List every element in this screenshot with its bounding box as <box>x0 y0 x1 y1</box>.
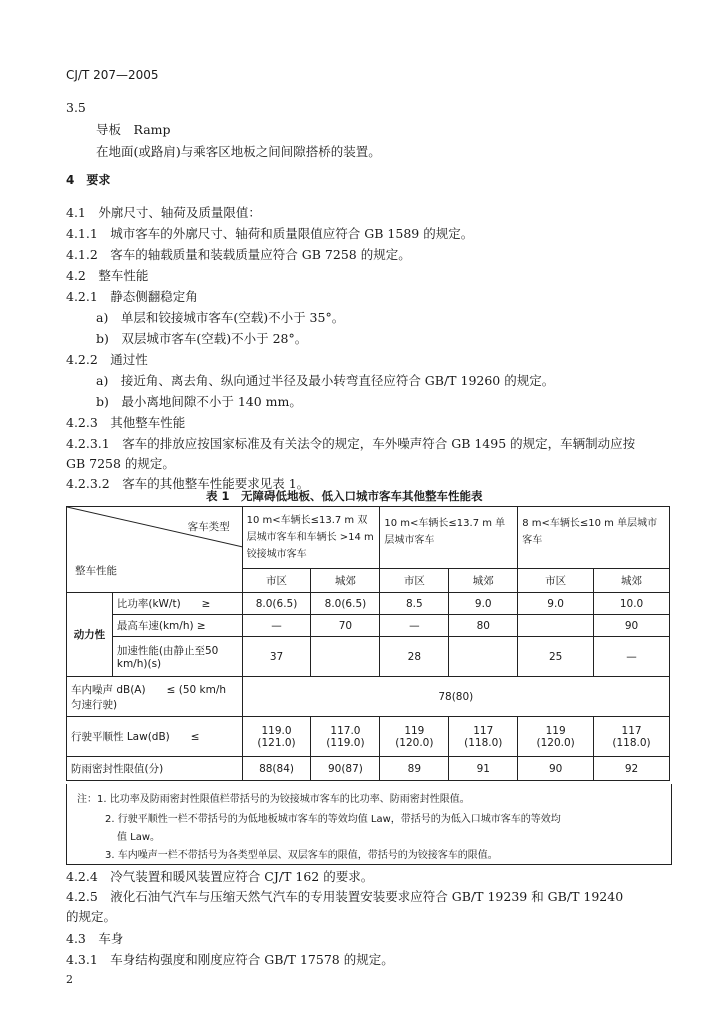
cell-seal: 92 <box>594 757 670 781</box>
smoothness-bottom: (120.0) <box>536 736 575 749</box>
cell-power-ratio: 9.0 <box>449 593 518 615</box>
row-label-acceleration: 加速性能(由静止至50 km/h)(s) <box>112 637 242 677</box>
cell-seal: 88(84) <box>242 757 311 781</box>
item-4-2-1-a: a) 单层和铰接城市客车(空载)不小于 35°。 <box>96 310 345 325</box>
cell-smoothness <box>311 717 380 757</box>
cell-smoothness <box>594 717 670 757</box>
cell-max-speed: — <box>380 615 449 637</box>
section-4-3-1: 4.3.1 车身结构强度和刚度应符合 GB/T 17578 的规定。 <box>66 952 394 967</box>
smoothness-top: 119.0 <box>261 724 292 737</box>
section-4-2-3-1-line2: GB 7258 的规定。 <box>66 456 175 471</box>
sub-header-suburb: 城郊 <box>594 569 670 593</box>
section-4-2-5-line2: 的规定。 <box>66 909 117 924</box>
smoothness-bottom: (120.0) <box>395 736 434 749</box>
cell-seal: 90(87) <box>311 757 380 781</box>
sub-header-city: 市区 <box>242 569 311 593</box>
section-4-2-1: 4.2.1 静态侧翻稳定角 <box>66 289 198 304</box>
section-4-2-2: 4.2.2 通过性 <box>66 352 148 367</box>
cell-acceleration <box>449 637 518 677</box>
section-3-5: 3.5 <box>66 100 86 115</box>
row-label-max-speed: 最高车速(km/h) ≥ <box>112 615 242 637</box>
smoothness-top: 119 <box>404 724 425 737</box>
cell-power-ratio: 8.5 <box>380 593 449 615</box>
cell-acceleration: 37 <box>242 637 311 677</box>
smoothness-bottom: (118.0) <box>464 736 503 749</box>
note-2-line1: 2. 行驶平顺性一栏不带括号的为低地板城市客车的等效均值 Law，带括号的为低入口城市客车的等效均 <box>105 814 561 825</box>
cell-smoothness <box>449 717 518 757</box>
cell-max-speed: 70 <box>311 615 380 637</box>
cell-power-ratio: 9.0 <box>518 593 594 615</box>
cell-smoothness <box>518 717 594 757</box>
item-4-2-2-b: b) 最小离地间隙不小于 140 mm。 <box>96 394 302 409</box>
cell-acceleration <box>311 637 380 677</box>
row-label-noise: 车内噪声 dB(A) ≤ (50 km/h 匀速行驶) <box>67 677 243 717</box>
cell-acceleration: — <box>594 637 670 677</box>
smoothness-bottom: (121.0) <box>257 736 296 749</box>
section-4-2-3-2: 4.2.3.2 客车的其他整车性能要求见表 1。 <box>66 476 310 491</box>
cell-power-ratio: 8.0(6.5) <box>311 593 380 615</box>
sub-header-city: 市区 <box>518 569 594 593</box>
row-label-power-ratio: 比功率(kW/t) ≥ <box>112 593 242 615</box>
cell-seal: 90 <box>518 757 594 781</box>
item-4-2-2-a: a) 接近角、离去角、纵向通过半径及最小转弯直径应符合 GB/T 19260 的规定。 <box>96 373 555 388</box>
section-4-2: 4.2 整车性能 <box>66 268 149 283</box>
section-4-3: 4.3 车身 <box>66 931 124 946</box>
note-1: 注：1. 比功率及防雨密封性限值栏带括号的为铰接城市客车的比功率、防雨密封性限值。 <box>77 794 470 805</box>
section-4-2-3: 4.2.3 其他整车性能 <box>66 415 186 430</box>
smoothness-bottom: (119.0) <box>326 736 365 749</box>
smoothness-top: 117 <box>473 724 494 737</box>
group-power: 动力性 <box>67 593 113 677</box>
cell-max-speed: — <box>242 615 311 637</box>
header-performance: 整车性能 <box>75 565 117 577</box>
col-group-double-articulated: 10 m<车辆长≤13.7 m 双层城市客车和车辆长 >14 m 铰接城市客车 <box>242 507 380 569</box>
cell-max-speed <box>518 615 594 637</box>
row-label-seal: 防雨密封性限值(分) <box>67 757 243 781</box>
col-group-single-10-13: 10 m<车辆长≤13.7 m 单层城市客车 <box>380 507 518 569</box>
section-4-2-5-line1: 4.2.5 液化石油气汽车与压缩天然气汽车的专用装置安装要求应符合 GB/T 19239 和 GB/T 19240 <box>66 889 624 904</box>
col-group-single-8-10: 8 m<车辆长≤10 m 单层城市客车 <box>518 507 670 569</box>
section-4-1-2: 4.1.2 客车的轴载质量和装载质量应符合 GB 7258 的规定。 <box>66 247 411 262</box>
document-header: CJ/T 207—2005 <box>66 68 159 82</box>
section-4-1-1: 4.1.1 城市客车的外廓尺寸、轴荷和质量限值应符合 GB 1589 的规定。 <box>66 226 474 241</box>
smoothness-top: 117.0 <box>330 724 361 737</box>
smoothness-top: 117 <box>621 724 642 737</box>
cell-max-speed: 90 <box>594 615 670 637</box>
section-4-1: 4.1 外廓尺寸、轴荷及质量限值： <box>66 205 261 220</box>
section-4-2-4: 4.2.4 冷气装置和暖风装置应符合 CJ/T 162 的要求。 <box>66 869 374 884</box>
cell-acceleration: 25 <box>518 637 594 677</box>
section-4: 4 要求 <box>66 173 111 187</box>
cell-smoothness <box>242 717 311 757</box>
note-2-line2: 值 Law。 <box>117 832 161 843</box>
header-vehicle-type: 客车类型 <box>187 521 230 533</box>
cell-seal: 91 <box>449 757 518 781</box>
smoothness-top: 119 <box>545 724 566 737</box>
cell-power-ratio: 8.0(6.5) <box>242 593 311 615</box>
sub-header-suburb: 城郊 <box>311 569 380 593</box>
item-4-2-1-b: b) 双层城市客车(空载)不小于 28°。 <box>96 331 308 346</box>
row-label-smoothness: 行驶平顺性 Law(dB) ≤ <box>67 717 243 757</box>
page-number: 2 <box>66 973 73 986</box>
section-4-2-3-1-line1: 4.2.3.1 客车的排放应按国家标准及有关法令的规定，车外噪声符合 GB 1495 的规定，车辆制动应按 <box>66 436 636 451</box>
smoothness-bottom: (118.0) <box>612 736 651 749</box>
note-3: 3. 车内噪声一栏不带括号为各类型单层、双层客车的限值，带括号的为铰接客车的限值。 <box>105 850 498 861</box>
cell-power-ratio: 10.0 <box>594 593 670 615</box>
cell-smoothness <box>380 717 449 757</box>
sub-header-suburb: 城郊 <box>449 569 518 593</box>
header-diagonal-cell <box>67 507 243 593</box>
cell-acceleration: 28 <box>380 637 449 677</box>
cell-max-speed: 80 <box>449 615 518 637</box>
table-notes <box>66 784 672 865</box>
cell-noise: 78(80) <box>242 677 669 717</box>
performance-table <box>66 506 670 781</box>
term-ramp: 导板 Ramp <box>96 122 171 137</box>
cell-seal: 89 <box>380 757 449 781</box>
sub-header-city: 市区 <box>380 569 449 593</box>
term-ramp-definition: 在地面(或路肩)与乘客区地板之间间隙搭桥的装置。 <box>96 144 381 159</box>
table-caption: 表 1 无障碍低地板、低入口城市客车其他整车性能表 <box>206 489 483 503</box>
